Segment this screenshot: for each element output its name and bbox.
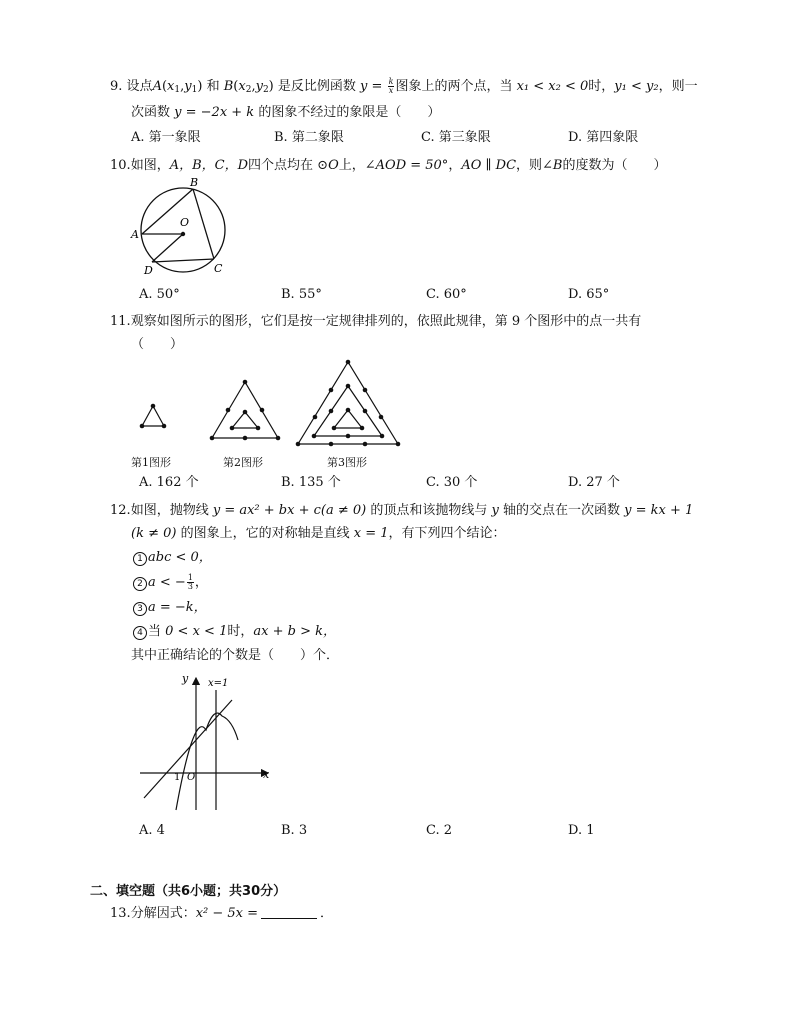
circle-mark-3: 3	[133, 602, 147, 616]
q12-c4: 当	[148, 624, 162, 639]
q13-tail: ．	[320, 906, 334, 921]
q9-option-a[interactable]: A. 第一象限	[131, 130, 201, 145]
graph-origin-label: O	[187, 772, 196, 783]
q12-c2: a < −	[148, 575, 186, 590]
q12-text: 的图象上，它的对称轴是直线	[180, 526, 350, 541]
q12-k-cond: (k ≠ 0)	[131, 526, 177, 541]
q11-option-c[interactable]: C. 30 个	[426, 475, 478, 490]
q12-linear: y = kx + 1	[624, 503, 694, 518]
q9-line1: 9. 设点$A(x_1,y_1)$ 和 $B(x_2,y_2)$ 是反比例函数 y = $\frac{k}{x}$ 图象上的两个点，当 x₁ < x₂ < 0时，y₁ < y₂，则一	[110, 77, 698, 95]
q12-text: ，有下列四个结论：	[388, 526, 506, 541]
graph-x1-label: x=1	[208, 678, 229, 689]
graph-x-label: x	[263, 768, 270, 781]
q9-text: 时，	[588, 79, 615, 94]
q10-option-d[interactable]: D. 65°	[568, 287, 610, 302]
q11-caption-3: 第3图形	[327, 456, 367, 469]
q13-text: 分解因式：	[130, 906, 196, 921]
q9-option-c[interactable]: C. 第三象限	[421, 130, 491, 145]
q9-linear: y = −2x + k	[174, 105, 255, 120]
q9-text: 设点	[126, 79, 153, 94]
section-title: 二、填空题（共6小题；共30分）	[90, 884, 287, 899]
label-o: O	[180, 216, 190, 229]
q12-conclusion-3	[133, 599, 207, 617]
circle-mark-2: 2	[133, 577, 147, 591]
q9-condition: x₁ < x₂ < 0	[516, 79, 589, 94]
q12-conclusion-2	[133, 574, 208, 592]
q12-c2-fraction: $\frac{1}{3}$	[187, 573, 193, 591]
label-b: B	[190, 176, 199, 189]
q12-c4-range: 0 < x < 1	[165, 624, 228, 639]
label-a: A	[131, 228, 139, 241]
q10-angle: ∠AOD = 50°	[364, 158, 449, 173]
label-c: C	[214, 262, 223, 275]
q12-c3: a = −k，	[148, 600, 207, 615]
q10-parallel: AO ∥ DC	[461, 158, 517, 173]
q11-caption-2: 第2图形	[223, 456, 263, 469]
q10-line1	[110, 157, 667, 175]
q9-text: 和	[206, 79, 220, 94]
q12-c2-tail: ，	[194, 575, 208, 590]
q11-option-a[interactable]: A. 162 个	[139, 475, 199, 490]
q10-text: 如图，	[130, 158, 170, 173]
graph-y-label: y	[182, 672, 189, 685]
q10-text: 上，	[338, 158, 365, 173]
q12-ask: 其中正确结论的个数是（ ）个．	[131, 648, 340, 663]
q9-option-d[interactable]: D. 第四象限	[568, 130, 639, 145]
q9-option-b[interactable]: B. 第二象限	[274, 130, 344, 145]
q10-points: A，B，C，D	[169, 158, 249, 173]
q10-circle-figure	[128, 176, 238, 280]
q12-axis: x = 1	[353, 526, 389, 541]
q11-text: 观察如图所示的图形，它们是按一定规律排列的，依照此规律，第 9 个图形中的点一共有	[130, 314, 642, 329]
q11-option-d[interactable]: D. 27 个	[568, 475, 620, 490]
q13-answer-blank[interactable]	[261, 906, 317, 919]
q9-text: ，则一	[658, 79, 698, 94]
q10-option-b[interactable]: B. 55°	[281, 287, 322, 302]
q10-text: 四个点均在	[248, 158, 314, 173]
q12-text: 轴的交点在一次函数	[503, 503, 621, 518]
q9-text: 的图象不经过的象限是（ ）	[258, 105, 441, 120]
q12-c1: abc < 0，	[148, 550, 212, 565]
q9-number: 9.	[110, 79, 123, 94]
label-d: D	[144, 264, 153, 277]
q13-line	[110, 905, 333, 923]
q12-c4-text: 时，	[227, 624, 254, 639]
q12-c4-ineq: ax + b > k，	[253, 624, 336, 639]
q9-fraction: $\frac{k}{x}$	[388, 77, 394, 95]
circle-mark-4: 4	[133, 626, 147, 640]
q11-pattern-figure	[130, 356, 410, 450]
q12-option-b[interactable]: B. 3	[281, 823, 308, 838]
q9-condition2: y₁ < y₂	[614, 79, 659, 94]
q12-text: 的顶点和该抛物线与	[370, 503, 488, 518]
q9-text: 图象上的两个点，当	[395, 79, 513, 94]
q10-number: 10.	[110, 158, 131, 173]
q9-point-a: A	[152, 79, 162, 94]
q10-angle-b: ∠B	[542, 158, 563, 173]
graph-one-label: 1	[174, 772, 181, 783]
circle-mark-1: 1	[133, 552, 147, 566]
q11-number: 11.	[110, 314, 131, 329]
q12-conclusion-4	[133, 623, 336, 641]
q9-text: 是反比例函数	[277, 79, 356, 94]
q10-option-c[interactable]: C. 60°	[426, 287, 467, 302]
q12-line1	[110, 502, 693, 520]
q10-text: ，则	[516, 158, 543, 173]
q9-line2	[131, 104, 440, 122]
q10-text: 的度数为（ ）	[562, 158, 667, 173]
q10-circle: ⊙O	[317, 158, 339, 173]
q9-text: 次函数	[131, 105, 171, 120]
q12-option-a[interactable]: A. 4	[139, 823, 165, 838]
q11-line1	[110, 313, 641, 331]
q12-option-c[interactable]: C. 2	[426, 823, 453, 838]
q13-expr: x² − 5x =	[195, 906, 259, 921]
q12-text: 如图，抛物线	[130, 503, 209, 518]
q9-point-b: B	[223, 79, 234, 94]
q13-number: 13.	[110, 906, 131, 921]
q9-func: y	[360, 79, 368, 94]
q11-caption-1: 第1图形	[131, 456, 171, 469]
q10-option-a[interactable]: A. 50°	[139, 287, 180, 302]
q11-line2: （ ）	[131, 337, 184, 352]
q12-conclusion-1	[133, 549, 212, 567]
q12-yaxis: y	[491, 503, 499, 518]
q12-line2	[131, 525, 506, 543]
q11-option-b[interactable]: B. 135 个	[281, 475, 341, 490]
q12-option-d[interactable]: D. 1	[568, 823, 595, 838]
q12-parabola: y = ax² + bx + c(a ≠ 0)	[212, 503, 367, 518]
q12-graph	[136, 670, 276, 815]
q10-text: ，	[448, 158, 462, 173]
q12-number: 12.	[110, 503, 131, 518]
